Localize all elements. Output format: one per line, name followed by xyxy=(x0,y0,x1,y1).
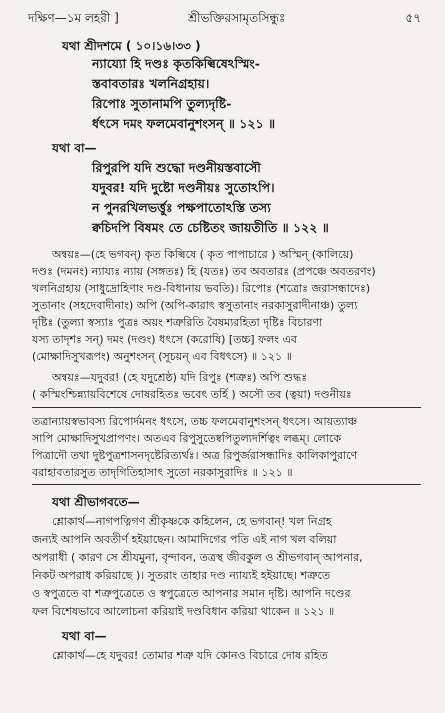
commentary-line: তত্রান্যায়স্বভাবস্য রিপোর্দমনং ধৎসে, তচ্চ ফলমেবানুশংসন্ ধৎসে। আয়ত্যাঞ্চ xyxy=(32,415,358,428)
divider-rule xyxy=(32,484,421,485)
verse2-line: যদুবর! যদি দুষ্টো দণ্ডনীয়ঃ সুতোঽপি। xyxy=(92,180,275,195)
section1-label: যথা শ্রীদশমে ( ১০।১৬।৩৩ ) xyxy=(62,39,201,53)
verse2-line: ন পুনরখিলভর্ত্তুঃ পক্ষপাতোঽস্তি তস্য xyxy=(92,200,271,215)
verse2-line: রিপুরপি যদি শুদ্ধো দণ্ডনীয়স্তবাসৌ xyxy=(92,160,261,175)
commentary-line: অন্বয়ঃ—(হে ভগবন্) কৃত কিল্বিষে ( কৃত পাপাচারে ) অস্মিন্ (কালিয়ে) xyxy=(52,248,354,261)
verse2-line: ক্বচিদপি বিষমং তে চেষ্টিতং জায়তীতি ॥ ১২২ ॥ xyxy=(92,220,329,235)
page-number: ৫৭ xyxy=(405,11,421,25)
translation-line: শ্লোকার্থ—নাগপত্নিগণ শ্রীকৃষ্ণকে কহিলেন, হে ভগবান্! খল নিগ্রহ xyxy=(52,515,332,528)
translation-line: শ্লোকার্থ—হে যদুবর! তোমার শত্রু যদি কোনও বিচারে দোষ রহিত xyxy=(52,649,328,662)
commentary-line: পিত্রাদৌ তথা দুষ্টপুত্রশাসনদৃষ্টেরিত্যর্থঃ। অত্র রিপুর্জরাসন্ধাদিঃ কালিকাপুরাণে xyxy=(32,449,358,462)
translation-line: জন্যই আপনি অবতীর্ণ হইয়াছেন। আমাদিগের পতি এই নাগ খল বলিয়া xyxy=(32,533,337,546)
verse1-line: র্ধৎসে দমং ফলমেবানুশংসন্ ॥ ১২১ ॥ xyxy=(92,116,276,131)
verse1-line: ন্যায্যো হি দণ্ডঃ কৃতকিল্বিষেঽস্মিং- xyxy=(92,56,260,71)
chapter-heading: দক্ষিণ—১ম লহরী ] xyxy=(28,11,119,25)
translation-line: ফল বিশেষভাবে আলোচনা করিয়াই দণ্ডবিধান করিয়া থাকেন ॥ ১২১ ॥ xyxy=(32,605,335,618)
book-title: শ্রীভক্তিরসামৃতসিন্ধুঃ xyxy=(188,11,286,25)
commentary-line: খলনিগ্রহায় (সাধুদ্রোহিণাং দণ্ড-বিধানায় ভবতি)। রিপোঃ (শত্রোঃ জরাসন্ধাদেঃ) xyxy=(32,282,371,295)
translation-line: নিকট অপরাধ করিয়াছে )। সুতরাং তাহার দণ্ড ন্যায্যই হইয়াছে। শত্রুতে xyxy=(32,569,331,582)
section3-label: যথা শ্রীভাগবতে— xyxy=(52,495,140,509)
section2-label: যথা বা— xyxy=(52,141,97,155)
translation-line: অপরাধী ( কারণ সে শ্রীযমুনা, বৃন্দাবন, তত্রস্থ জীবকুল ও শ্রীভগবান্ আপনার, xyxy=(32,551,363,564)
divider-rule xyxy=(32,407,421,408)
section4-label: যথা বা— xyxy=(62,629,107,643)
commentary-line: যস্য তাদৃশঃ সন্) দমং (দণ্ডং) ধৎসে (করোষি) [তচ্চ] ফলং এব xyxy=(32,333,298,346)
commentary-line: দৃষ্টিঃ (তুল্যা স্বস্যাঃ পুত্রঃ অয়ং শত্রুরিতি বৈষম্যরহিতা দৃষ্টিঃ বিচারণা xyxy=(32,316,323,329)
verse1-line: রিপোঃ সুতানামপি তুল্যদৃষ্টি- xyxy=(92,96,232,111)
commentary-line: দণ্ডঃ (দমনং) ন্যায্যঃ ন্যায় (সঙ্গতঃ) হি (যতঃ) তব অবতারঃ (প্রপঞ্চে অবতরণং) xyxy=(32,265,376,278)
commentary-line: (মোক্ষাদিসুখরূপং) অনুশংসন্ (সূচয়ন্ এব বিধৎসে) ॥ ১২১ ॥ xyxy=(32,350,292,363)
commentary-line: সুতানাং (সহদেবাদীনাং) অপি (অপি-কারাৎ স্বসুতানাং নরকাসুরাদীনাঞ্চ) তুল্য xyxy=(32,299,358,312)
translation-line: ও স্বপুত্রতে বা শত্রুপুত্রেতে ও স্বপুত্রেতে আপনার সমান দৃষ্টি। আপনি দণ্ডের xyxy=(32,587,351,600)
commentary-line: বরাহাবতারসুত তাদৃগিতিহাসাৎ সুতো নরকাসুরাদিঃ ॥ ১২১ ॥ xyxy=(32,466,293,479)
commentary-line: অন্বয়ঃ—যদুবর! (হে যদুশ্রেষ্ঠ) যদি রিপুঃ (শত্রুঃ) অপি শুদ্ধঃ xyxy=(52,371,308,384)
verse1-line: স্তবাবতারঃ খলনিগ্রহায়। xyxy=(92,76,210,91)
page-header xyxy=(28,10,421,28)
commentary-line: সাপি মোক্ষাদিসুখপ্রাপণং। অতএব রিপুসুতেষ্বপিতুল্যদর্শিত্বং লব্ধম্। লোকে xyxy=(32,432,342,445)
commentary-line: ( কস্মিংশ্চিন্ন্যায়বিশেষে দোষরহিতঃ ভবেৎ তর্হি ) অসৌ তব (ত্বয়া) দণ্ডনীয়ঃ xyxy=(32,388,352,401)
